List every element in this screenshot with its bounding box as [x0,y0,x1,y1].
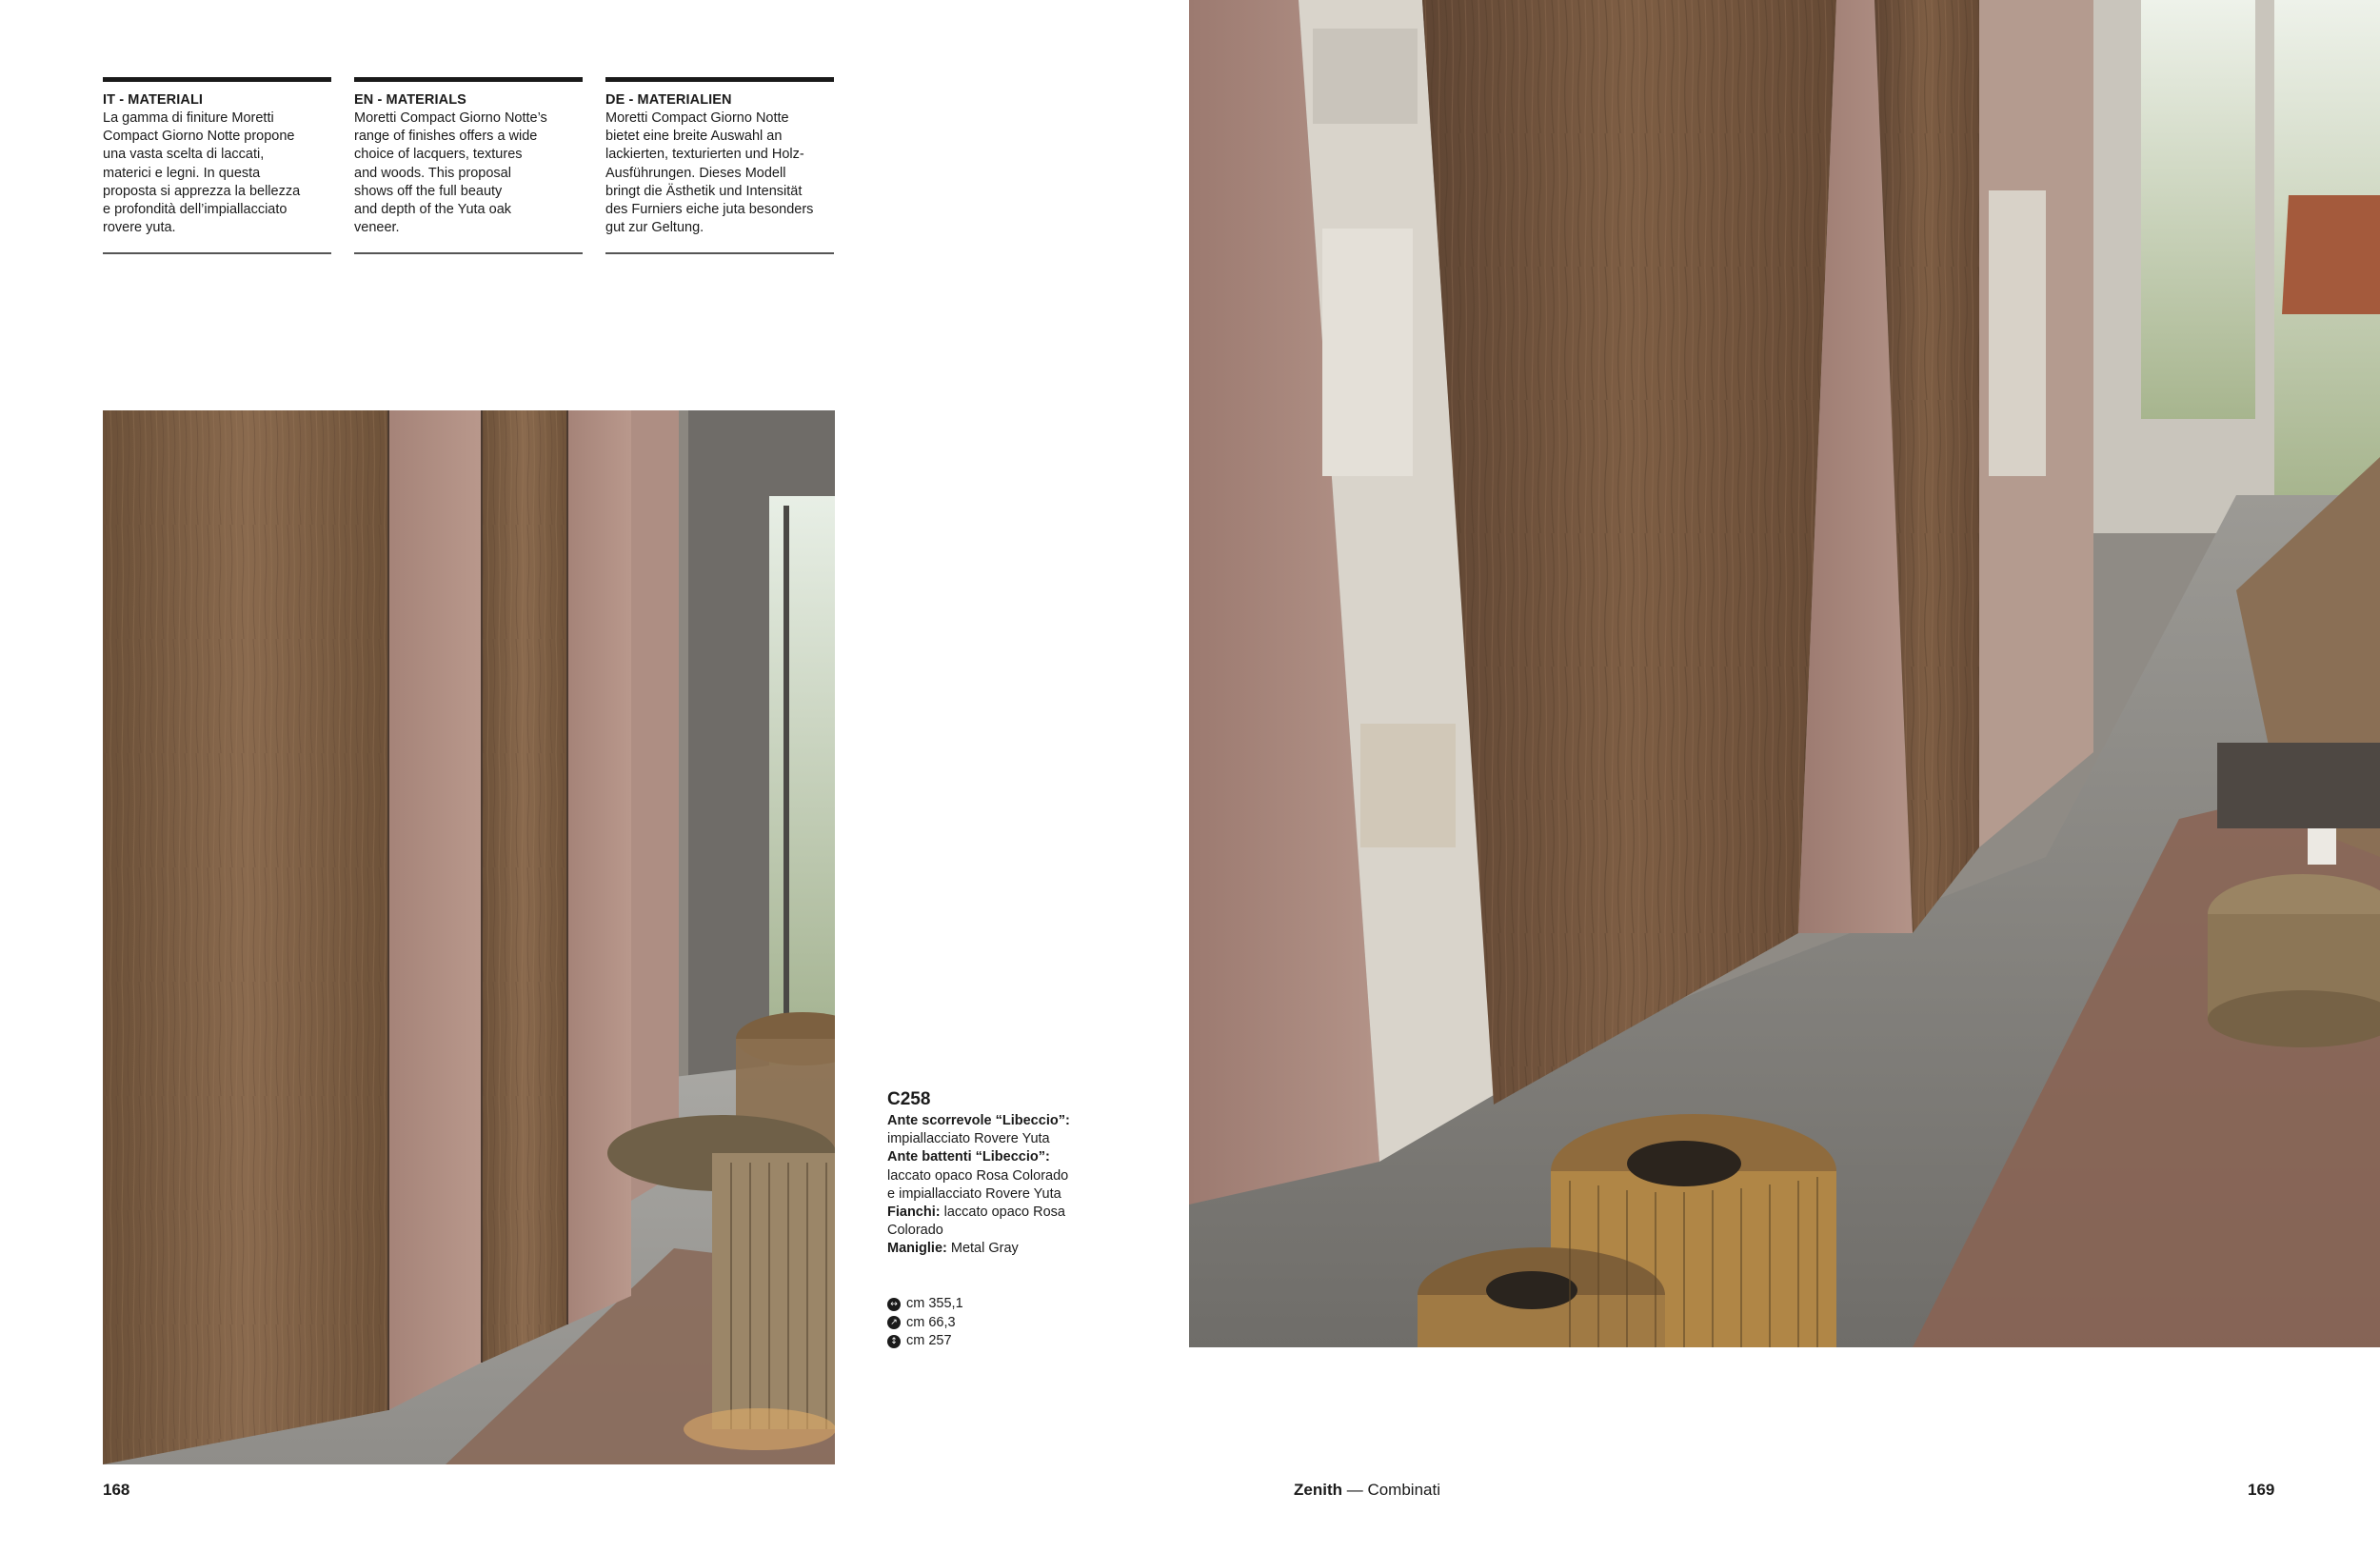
product-code: C258 [887,1089,931,1109]
wardrobe-photo-right-illustration [1189,0,2380,1347]
product-spec-line: Ante scorrevole “Libeccio”: [887,1113,1070,1128]
materials-de-heading: DE - MATERIALIEN [605,92,732,108]
height-icon: ↕ [887,1335,901,1348]
materials-en [354,77,583,254]
materials-de [605,77,834,254]
product-dimensions [887,1295,963,1351]
product-info [887,1087,1106,1259]
page-number-right: 169 [2248,1481,2275,1499]
dimension-depth [887,1314,963,1333]
product-spec-line: laccato opaco Rosa Colorado [887,1167,1069,1184]
wardrobe-photo-left [103,410,835,1464]
wardrobe-photo-right [1189,0,2380,1347]
materials-en-text: Moretti Compact Giorno Notte’s range of finishes offers a wide choice of lacquers, textures and woods. This proposal shows off the full beauty and depth of the Yuta oak veneer. [354,110,547,236]
width-icon: ↔ [887,1298,901,1311]
materials-it-text: La gamma di finiture Moretti Compact Giorno Notte propone una vasta scelta di laccati, materici e legni. In questa proposta si apprezza la bellezza e profondità dell’impiallacciato rovere yuta. [103,110,301,236]
footer-section: — Combinati [1342,1481,1440,1499]
materials-en-heading: EN - MATERIALS [354,92,466,108]
materials-de-text: Moretti Compact Giorno Notte bietet eine breite Auswahl an lackierten, texturierten und Holz- Ausführungen. Dieses Modell bringt die Ästhetik und Intensität des Furniers eiche juta besonders gut zur Geltung. [605,110,814,236]
dimension-height [887,1332,963,1351]
page-number-left: 168 [103,1481,130,1499]
dimension-height-value: cm 257 [906,1333,952,1348]
product-spec-line: Maniglie: Metal Gray [887,1241,1019,1257]
product-spec-line: e impiallacciato Rovere Yuta [887,1185,1061,1202]
product-spec-line: impiallacciato Rovere Yuta [887,1131,1050,1147]
product-spec-line: Colorado [887,1223,943,1239]
product-spec-line: Fianchi: laccato opaco Rosa [887,1205,1065,1221]
dimension-depth-value: cm 66,3 [906,1314,956,1330]
materials-it-heading: IT - MATERIALI [103,92,204,108]
footer-brand: Zenith [1294,1481,1342,1499]
dimension-width-value: cm 355,1 [906,1296,963,1311]
dimension-width [887,1295,963,1314]
depth-icon: ↗ [887,1316,901,1329]
product-spec-line: Ante battenti “Libeccio”: [887,1149,1050,1165]
wardrobe-photo-left-illustration [103,410,835,1464]
materials-it [103,77,331,254]
running-footer [1294,1481,1440,1500]
